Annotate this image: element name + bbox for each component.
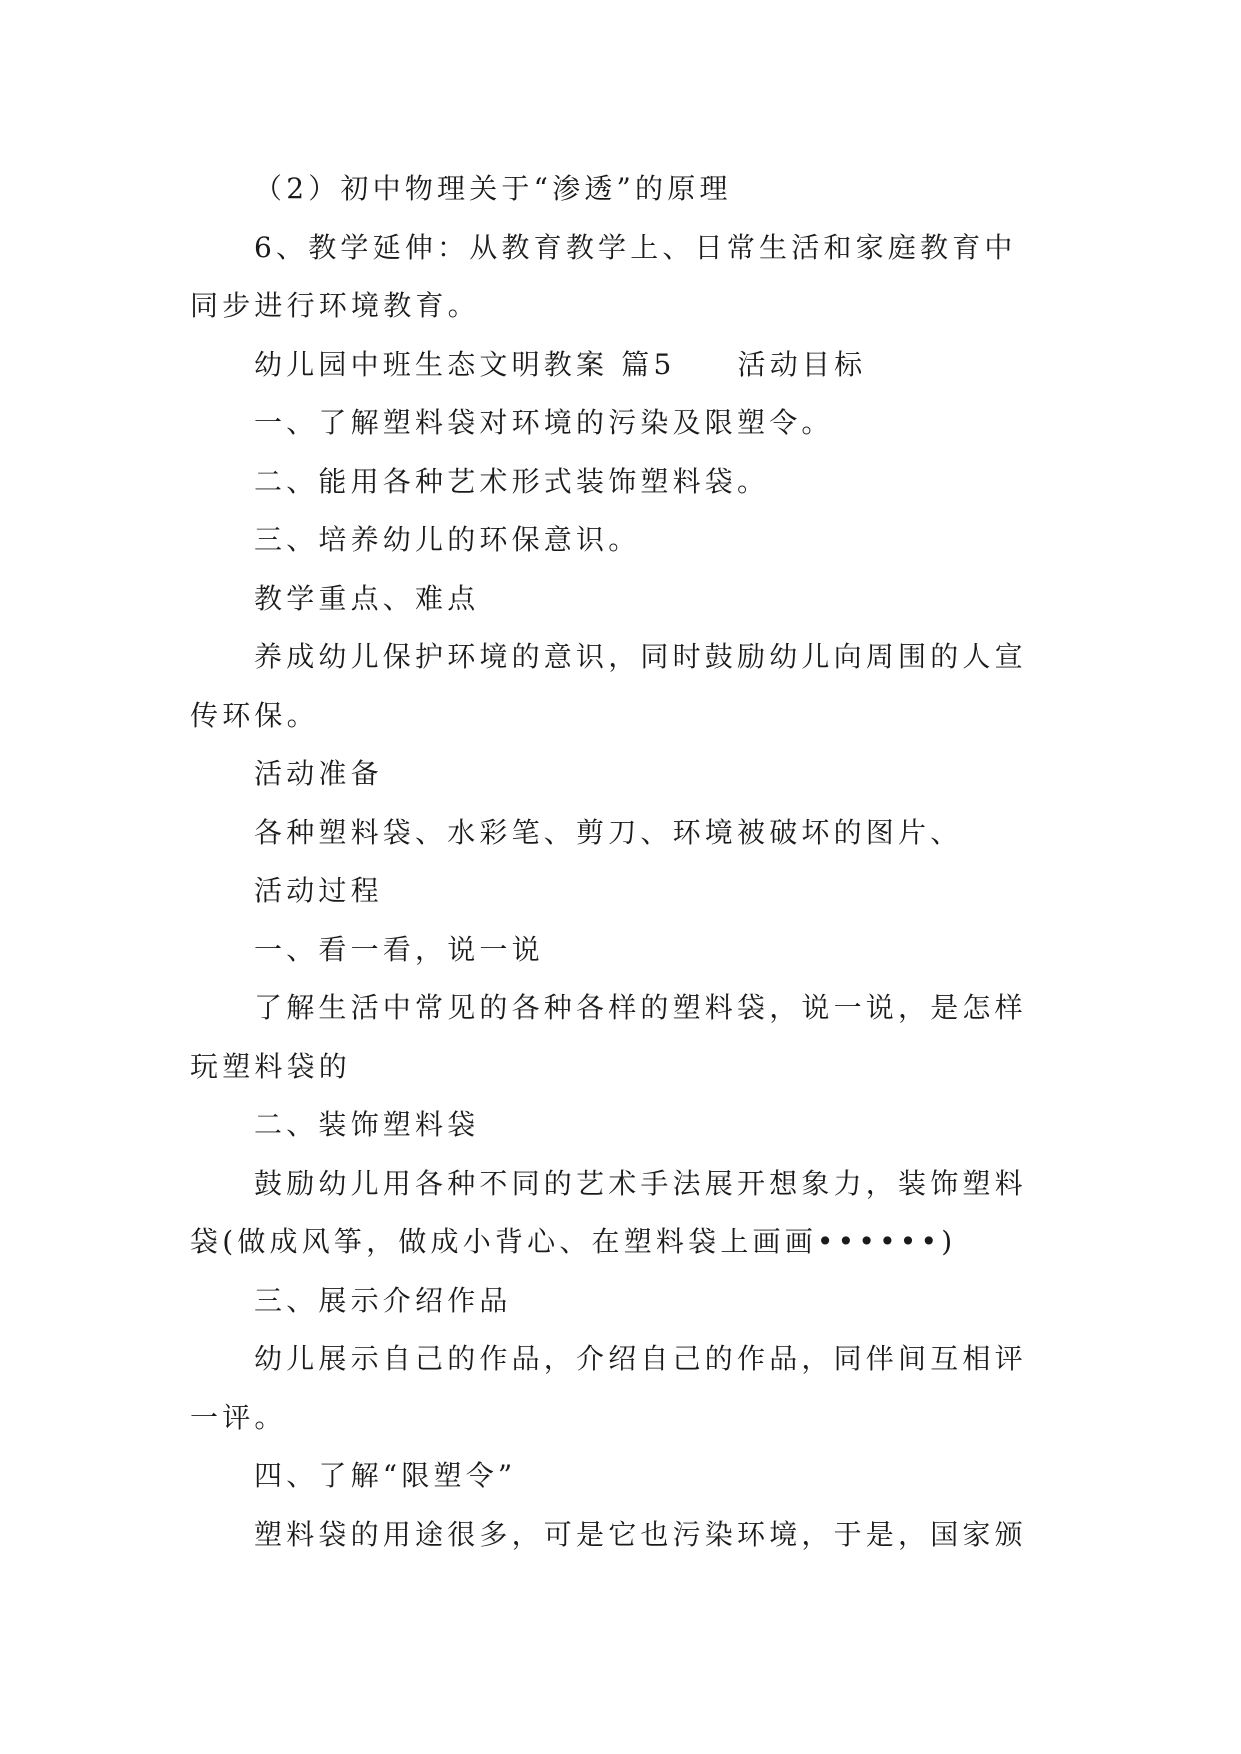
text-line: 6、教学延伸：从教育教学上、日常生活和家庭教育中 bbox=[254, 230, 1017, 264]
text-line: 塑料袋的用途很多，可是它也污染环境，于是，国家颁 bbox=[254, 1517, 1027, 1551]
text-line: 四、了解“限塑令” bbox=[254, 1459, 517, 1492]
text-line: 一、了解塑料袋对环境的污染及限塑令。 bbox=[254, 406, 834, 439]
subheading: 教学重点、难点 bbox=[254, 581, 480, 615]
subheading: 活动过程 bbox=[254, 874, 383, 907]
text-line: 袋(做成风筝，做成小背心、在塑料袋上画画••••••) bbox=[190, 1225, 957, 1258]
text-line: 传环保。 bbox=[190, 698, 319, 732]
subheading: 活动准备 bbox=[254, 757, 383, 790]
text-line: 各种塑料袋、水彩笔、剪刀、环境被破坏的图片、 bbox=[254, 815, 963, 849]
text-line: 鼓励幼儿用各种不同的艺术手法展开想象力，装饰塑料 bbox=[254, 1166, 1027, 1200]
text-line: 三、培养幼儿的环保意识。 bbox=[254, 523, 641, 556]
text-line: 一评。 bbox=[190, 1400, 287, 1434]
subheading: 活动目标 bbox=[737, 347, 867, 381]
text-line: 二、能用各种艺术形式装饰塑料袋。 bbox=[254, 464, 770, 498]
text-line: （2）初中物理关于“渗透”的原理 bbox=[254, 172, 732, 205]
document-body bbox=[190, 160, 1052, 1564]
text-line: 幼儿展示自己的作品，介绍自己的作品，同伴间互相评 bbox=[254, 1342, 1027, 1375]
section-heading: 幼儿园中班生态文明教案 篇5 活动目标 bbox=[254, 347, 867, 381]
text-line: 一、看一看，说一说 bbox=[254, 932, 544, 966]
text-line: 了解生活中常见的各种各样的塑料袋，说一说，是怎样 bbox=[254, 991, 1027, 1024]
text-line: 二、装饰塑料袋 bbox=[254, 1108, 480, 1141]
text-line: 三、展示介绍作品 bbox=[254, 1283, 512, 1317]
text-line: 玩塑料袋的 bbox=[190, 1049, 352, 1083]
text-line: 养成幼儿保护环境的意识，同时鼓励幼儿向周围的人宣 bbox=[254, 640, 1027, 673]
text-line: 同步进行环境教育。 bbox=[190, 289, 480, 322]
